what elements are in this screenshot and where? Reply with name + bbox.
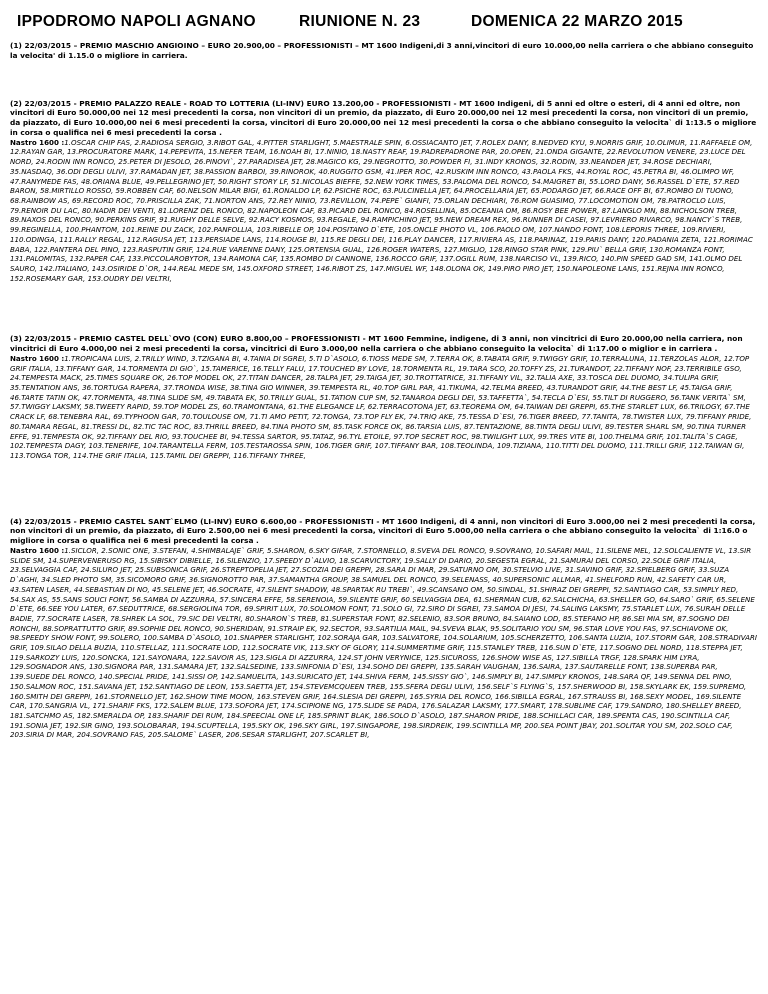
meeting-date: DOMENICA 22 MARZO 2015 [471,13,683,30]
race-1 [10,41,758,61]
race-4-entry-list: 1.SICLOR, 2.SONIC ONE, 3.STEFAN, 4.SHIMBALAJE` GRIF, 5.SHARON, 6.SKY GIFAR, 7.STORNELLO, 8.SVEVA DEL RONCO, 9.SOVRANO, 10.SAFARI MAIL, 11.SILENE MEL, 12.SOLCALIENTE VL, 13.SIR SLIDE SM, 14.SUPERVENERUSO RG, 15.SIBISKY DIBIELLE, 16.SILENZIO, 17.SPEEDY D`ALVIO, 18.SCARVICTORY, 19.SALLY DI DARIO, 20.SEGESTA EGRAL, 21.SAMURAI DEL CORSO, 22.SOLE GRIF ITALIA, 23.SELVAGGIA CAF, 24.SILURO JET, 25.SUBSONICA GRIF, 26.STREPTOPELIA JET, 27.SCOZIA DEI GREPPI, 28.SARA DI MAR, 29.SATURNO OM, 30.STELVIO LIVE, 31.SAVINO GRIF, 32.SPIELBERG GRIF, 33.SUZA D`AGHI, 34.SLED PHOTO SM, 35.SICOMORO GRIF, 36.SIGNOROTTO PAR, 37.SAMANTHA GROUP, 38.SAMUEL DEL RONCO, 39.SELENASS, 40.SUPERSONIC ALLMAR, 41.SHELFORD RUN, 42.SAFETY CAR UR, 43.SATEN LASER, 44.SEBASTIAN DI NO, 45.SELENE JET, 46.SOCRATE, 47.SILENT SHADOW, 48.SPARTAK RU TREBI`, 49.SCANSANO OM, 50.SINDAL, 51.SHIRAZ DEI GREPPI, 52.SANTIAGO CAR, 53.SIMPLY RED, 54.SAX AS, 55.SANS SOUCI FONT, 56.SAMBA DI AZZURRA, 57.SINCERA EFFE, 58.SERENOIA, 59.SILENTE GRIF, 60.SELVAGGIA DEA, 61.SHERMAN CUB, 62.SALCHICHA, 63.SHELLER GO, 64.SARO` GRIF, 65.SELENE D`ETE, 66.SEE YOU LATER, 67.SEDUTTRICE, 68.SERGIOLINA TOR, 69.SPIRIT LUX, 70.SOLOMON FONT, 71.SOLO GI, 72.SIRO DI SGREI, 73.SAMOA DI JESI, 74.SALING LAKSMY, 75.STARLET LUX, 76.SURAH DELLE BADIE, 77.SOCRATE LASER, 78.SHREK LA SOL, 79.SIC DEI VELTRI, 80.SHARON`S TREB, 81.SUPERSTAR FONT, 82.SELENIO, 83.SOR BRUNO, 84.SAIANO LOD, 85.STEFANO HP, 86.SEI MIA SM, 87.SOGNO DEI RONCHI, 88.SOPRATTUTTO GRIF, 89.SOPHIE DEL RONCO, 90.SHERIDAN, 91.STRAIP EK, 92.SECTOR, 93.SARTILIA MAIL, 94.SVEVA BLAK, 95.SOLITARIO YOU SM, 96.STAR LOVE YOU FAS, 97.SCHIAVONE OK, 98.SPEEDY SHOW FONT, 99.SOLERO, 100.SAMBA D`ASOLO, 101.SNAPPER STARLIGHT, 102.SORAJA GAR, 103.SALVATORE, 104.SOLARIUM, 105.SCHERZETTO, 106.SANTA LUZIA, 107.STORM GAR, 108.STRADIVARI GRIF, 109.SILAO DELLA BUZIA, 110.STELLAZ, 111.SOCRATE LOD, 112.SOCRATE VIK, 113.SKY OF GLORY, 114.SUMMERTIME GRIF, 115.STANLEY TREB, 116.SUN D`ETE, 117.SOGNO DEL NORD, 118.STEPPA JET, 119.SARKOZY LUIS, 120.SONCKA, 121.SAYONARA, 122.SAVOIR AS, 123.SIGLA DI AZZURRA, 124.ST JOHN VERYNICE, 125.SICUROSS, 126.SHOW WISE AS, 127.SIBILLA TRGF, 128.SPARK HIM LYRA, 129.SOGNADOR ANS, 130.SIGNORA PAR, 131.SAMARA JET, 132.SALSEDINE, 133.SINFONIA D`ESI, 134.SOHO DEI GREPPI, 135.SARAH VAUGHAN, 136.SAIRA, 137.SAUTARELLE FONT, 138.SUPERBA PAR, 139.SUEDE DEL RONCO, 140.SPECIAL PRIDE, 141.SISSI OP, 142.SAMUELITA, 143.SURICATO JET, 144.SHIVA FERM, 145.SISSY GIO`, 146.SIMPLY BI, 147.SIMPLY KRONOS, 148.SARA QF, 149.SENNA DEL PINO, 150.SALMON ROC, 151.SAVANA JET, 152.SANTIAGO DE LEON, 153.SAETTA JET, 154.STEVEMCQUEEN TREB, 155.SFERA DEGLI ULIVI, 156.SELF`S FLYING`S, 157.SHERWOOD BI, 158.SKYLARK EK, 159.SUPREMO, 160.SMITH DEI GREPPI, 161.STORNELLO JET, 162.SHOW TIME MOON, 163.STEVEN GRIF, 164.SLESIA DEI GREPPI, 165.SYRIA DEL RONCO, 166.SIBILLA EGRAL, 167.STRAUSS BI, 168.SEXY MODEL, 169.SILENTE CAR, 170.SANGRIA VL, 171.SHARIF FKS, 172.SALEM BLUE, 173.SOFORA JET, 174.SCIPIONE NG, 175.SLIDE SE PADA, 176.SALAZAR LAKSMY, 177.SMART, 178.SUBLIME CAF, 179.SANDRO, 180.SHELLEY BREED, 181.SATCHMO AS, 182.SMERALDA OP, 183.SHARIF DEI RUM, 184.SPEECIAL ONE LF, 185.SPRINT BLAK, 186.SOLO D`ASOLO, 187.SHARON PRIDE, 188.SCHILLACI CAR, 189.SPENTA CAS, 190.SCINTILLA CAF, 191.SONIA JET, 192.SIR GINO, 193.SOLOBARAR, 194.SCUPTELLA, 195.SKY OK, 196.SKY GIRL, 197.SINGAPORE, 198.SIRDREIK, 199.SCINTILLA MP, 200.SEA POINT JBAY, 201.SOLITAR YOU SM, 202.SOLO CAF, 203.SIRIA DI MAR, 204.SOVRANO FAS, 205.SALOME` LASER, 206.SESAR STARLIGHT, 207.SCARLET BI, [10,546,757,740]
race-4 [10,517,758,740]
race-3-title: (3) 22/03/2015 - PREMIO CASTEL DELL`OVO (CON) EURO 8.800,00 – PROFESSIONISTI - MT 1600 Femmine, indigene, di 3 anni, non vincitrici di Euro 20.000,00 nella carriera, non vincitrici di Euro 4.000,00 nei 2 mesi precedenti la corsa, vincitrici di Euro 3.000,00 nella carriera o che abbiano conseguito la velocita` di 1:17.00 o miglior e in carriera . [10,334,743,354]
race-2-entry-list: 1.OSCAR CHIP FAS, 2.RADIOSA SERGIO, 3.RIBOT GAL, 4.PITTER STARLIGHT, 5.MAESTRALE SPIN, 6.OSSIACANTO JET, 7.ROLEX DANY, 8.NEDVED KYU, 9.NORRIS GRIF, 10.OLIMUR, 11.RAFFAELE OM, 12.RAYAN GAR, 13.PROCURATORE MARK, 14.PEPEVITA, 15.NEFER TEAM, 16.NOAH BI, 17.NINIO, 18.NASTY REAF, 19.PADREPADRONE PAR, 20.OPEN, 21.ONDA GIGANTE, 22.REVOLUTION VENERE, 23.LUCE DEL NORD, 24.RODIN INN RONCO, 25.PETER DI JESOLO, 26.PINOVI`, 27.PARADISEA JET, 28.MAGICO KG, 29.NEGROTTO, 30.POWDER FI, 31.INDY KRONOS, 32.RODIN, 33.NEANDER JET, 34.ROSE DECHIARI, 35.NASDAQ, 36.ODI DEGLI ULIVI, 37.RAMADAN JET, 38.PASSION BARBOI, 39.RINOROK, 40.RUGGITO GSM, 41.IPER ROC, 42.RUSKIM INN RONCO, 43.PAOLA FKS, 44.ROYAL ROC, 45.PETRA BI, 46.OLIMPO WF, 47.RANYMEDE FAS, 48.ORIANA BLUE, 49.PELLEGRINO JET, 50.RIGHT STORY LF, 51.NICOLAS BIEFFE, 52.NEW YORK TIMES, 53.PALOMA DEL RONCO, 54.MAIGRET BI, 55.LORD DANY, 56.RASSEL D`ETE, 57.RED BARON, 58.MIRTILLO ROSSO, 59.ROBBEN CAF, 60.NELSON MILAR BIGI, 61.RONALDO LP, 62.PSICHE ROC, 63.PULCINELLA JET, 64.PROCELLARIA JET, 65.PODARGO JET, 66.RACE OFF BI, 67.ROMBO DI TUONO, 68.RAINBOW AS, 69.RECORD ROC, 70.PRISCILLA ZAK, 71.NORTON ANS, 72.REY NINIO, 73.REVILLON, 74.PEPE` GIANFI, 75.ORLAN DECHIARI, 76.ROM GUASIMO, 77.LOCOMOTION OM, 78.PATROCLO LUIS, 79.RENOIR DU LAC, 80.NADIR DEI VENTI, 81.LORENZ DEL RONCO, 82.NAPOLEON CAF, 83.PICARD DEL RONCO, 84.ROSELLINA, 85.OCEANIA OM, 86.ROSY BEE POWER, 87.LANGLO MN, 88.NICHOLSON TREB, 89.NAXOS DEL RONCO, 90.PERKINS GRIF, 91.RUGHY DELLE SELVE, 92.RACY KOSMOS, 93.REGALE, 94.RAMPICHINO JET, 95.NEW DREAM REX, 96.RUNNER DI CASEI, 97.LEVRIERO RIVARCO, 98.NANCY`S TREB, 99.REGINELLA, 100.PHANTOM, 101.REINE DU ZACK, 102.PANFOLLIA, 103.RIBELLE OP, 104.POSITANO D`ETE, 105.ONCLE PHOTO VL, 106.PAOLO OM, 107.NANDO FONT, 108.LEPORIS THREE, 109.RIVIERI, 110.ODINGA, 111.RALLY REGAL, 112.RAGUSA JET, 113.PERSIADE LANS, 114.ROUGE BI, 115.RE DEGLI DEI, 116.PLAY DANCER, 117.RIVIERA AS, 118.PARINAZ, 119.PARIS DANY, 120.PADANIA ZETA, 121.RORIMAC BABA, 122.PANTERA DEL PINO, 123.RASPUTIN GRIF, 124.RUE VARENNE DANY, 125.ORTENSIA GUAL, 126.ROGER WATERS, 127.MIGLIO, 128.RINGO STAR PINK, 129.PIU` BELLA GRIF, 130.ROMANZA FONT, 131.PALOMITAS, 132.PAPER CAF, 133.PICCOLAROBYTOR, 134.RAMONA CAF, 135.ROMBO DI CANNONE, 136.ROCCO GRIF, 137.OGILL RUM, 138.NARCISO VL, 139.RICO, 140.PIN SPEED GAD SM, 141.OLMO DEL SAURO, 142.ITALIANO, 143.OSIRIDE D`OR, 144.REAL MEDE SM, 145.OXFORD STREET, 146.RIBOT ZS, 147.MIGUEL WF, 148.OLONA OK, 149.PIRO PIRO JET, 150.NAPOLEONE LANS, 151.REJNA INN RONCO, 152.ROSEMARY GAR, 153.OUDRY DEI VELTRI, [10,137,753,283]
race-3-entries [10,354,758,461]
race-2-entries [10,138,758,284]
race-1-title: (1) 22/03/2015 – PREMIO MASCHIO ANGIOINO – EURO 20.900,00 – PROFESSIONISTI – MT 1600 Indigeni,di 3 anni,vincitori di euro 10.000,00 nella carriera o che abbiano conseguito la velocita' di 1.15.0 o migliore in carriera. [10,41,754,60]
race-2-title: (2) 22/03/2015 - PREMIO PALAZZO REALE - ROAD TO LOTTERIA (LI-INV) EURO 13.200,00 - PROFESSIONISTI - MT 1600 Indigeni, di 5 anni ed oltre o esteri, di 4 anni ed oltre, non vincitori di Euro 50.000,00 nei 12 mesi precedenti la corsa, non vincitori di un premio, da piazzato, di Euro 20.000,00 nei 12 mesi precedenti la corsa, non vincitori di un premio, da piazzato, di Euro 10.000,00 nei 6 mesi precedenti la corsa, vincitori di Euro 20.000,00 nei 12 mesi precedenti la corsa o che abbiano conseguito la velocita` di 1:13.5 o migliore in corsa o qualifica nei 6 mesi precedenti la corsa . [10,98,757,137]
page-header [10,8,758,31]
meeting-number: RIUNIONE N. 23 [299,13,421,30]
race-3-start-label: Nastro 1600 : [10,353,65,363]
race-4-entries [10,546,758,740]
race-3 [10,334,758,460]
race-4-title: (4) 22/03/2015 - PREMIO CASTEL SANT`ELMO (LI-INV) EURO 6.600,00 - PROFESSIONISTI - MT 1600 Indigeni, di 4 anni, non vincitori di Euro 3.000,00 nei 2 mesi precedenti la corsa, non vincitori di un premio, da piazzato, di Euro 2.500,00 nei 6 mesi precedenti la corsa, vincitori di Euro 5.000,00 nella carriera o che abbiano conseguito la velocita` di 1:16.0 o migliore in corsa o qualifica nei 6 mesi precedenti la corsa . [10,516,756,546]
race-2-start-label: Nastro 1600 : [10,137,65,147]
venue-title: IPPODROMO NAPOLI AGNANO [17,13,256,30]
race-3-entry-list: 1.TROPICANA LUIS, 2.TRILLY WIND, 3.TZIGANA BI, 4.TANIA DI SGREI, 5.TI D`ASOLO, 6.TIOSS MEDE SM, 7.TERRA OK, 8.TABATA GRIF, 9.TWIGGY GRIF, 10.TERRALUNA, 11.TERZOLAS ALOR, 12.TOP GRIF ITALIA, 13.TIFFANY GAR, 14.TORMENTA DI GIO`, 15.TAMERICE, 16.TELLY FALU, 17.TOUCHED BY LOVE, 18.TORMENTA RL, 19.TARA SCO, 20.TOFFY ZS, 21.TURANDOT, 22.TIFFANY NOF, 23.TERRIBILE GSO, 24.TEMPESTA MACK, 25.TIMES SQUARE OK, 26.TOP MODEL OK, 27.TITAN DANCER, 28.TALPA JET, 29.TAIGA JET, 30.TROTTATRICE, 31.TIFFANY VIL, 32.TALIA AXE, 33.TOSCA DEL DUOMO, 34.TULIPA GRIF, 35.TENTATION ANS, 36.TORTUGA RAPERA, 37.TRONDA WISE, 38.TINA GIO WINNER, 39.TEMPESTA RL, 40.TOP GIRL PAR, 41.TIKUMA, 42.TELMA BREED, 43.TURANDOT GRIF, 44.THE BEST LF, 45.TAIGA GRIF, 46.TARTE TATIN OK, 47.TORMENTA, 48.TINA SLIDE SM, 49.TABATA EK, 50.TRILLY GUAL, 51.TATION CUP SM, 52.TANAROA DEGLI DEI, 53.TAFFETTA`, 54.TECLA D`ESI, 55.TILT DI RUGGERO, 56.TANK VERITA` SM, 57.TWIGGY LAKSMY, 58.TWEETY RAPID, 59.TOP MODEL ZS, 60.TRAMONTANA, 61.THE ELEGANCE LF, 62.TERRACOTONA JET, 63.TEOREMA OM, 64.TAIWAN DEI GREPPI, 65.THE STARLET LUX, 66.TRILOGY, 67.THE CRACK LF, 68.TENEBRA RAL, 69.TYPHOON GAR, 70.TOULOUSE OM, 71.TI AMO PETIT, 72.TONGA, 73.TOP FLY EK, 74.TRIQ AKE, 75.TESSA D`ESI, 76.TIGER BREED, 77.TANITA, 78.TWISTER LUX, 79.TIFFANY PRIDE, 80.TAMARA REGAL, 81.TRESSI DL, 82.TIC TAC ROC, 83.THRILL BREED, 84.TINA PHOTO SM, 85.TASK FORCE OK, 86.TARSIA LUIS, 87.TENTAZIONE, 88.TINTA DEGLI ULIVI, 89.TESTER SHARL SM, 90.TINA TURNER EFFE, 91.TEMPESTA OK, 92.TIFFANY DEL RIO, 93.TOUCHEE BI, 94.TESSA SARTOR, 95.TATAZ, 96.TYL ETOILE, 97.TOP SECRET ROC, 98.TWILIGHT LUX, 99.TRES VITE BI, 100.THELMA GRIF, 101.TALITA`S CAGE, 102.TEMPESTA DAGY, 103.TENERIFE, 104.TARANTELLA FERM, 105.TESTAROSSA SPIN, 106.TIGER GRIF, 107.TIFFANY BAR, 108.TEOLINDA, 109.TIZIANA, 110.TITTI DEL DUOMO, 111.TRILLI GRIF, 112.TAIWAN GI, 113.TONGA TOR, 114.THE GRIF ITALIA, 115.TAMIL DEI GREPPI, 116.TIFFANY THREE, [10,353,752,460]
race-4-start-label: Nastro 1600 : [10,546,65,556]
race-2 [10,99,758,284]
